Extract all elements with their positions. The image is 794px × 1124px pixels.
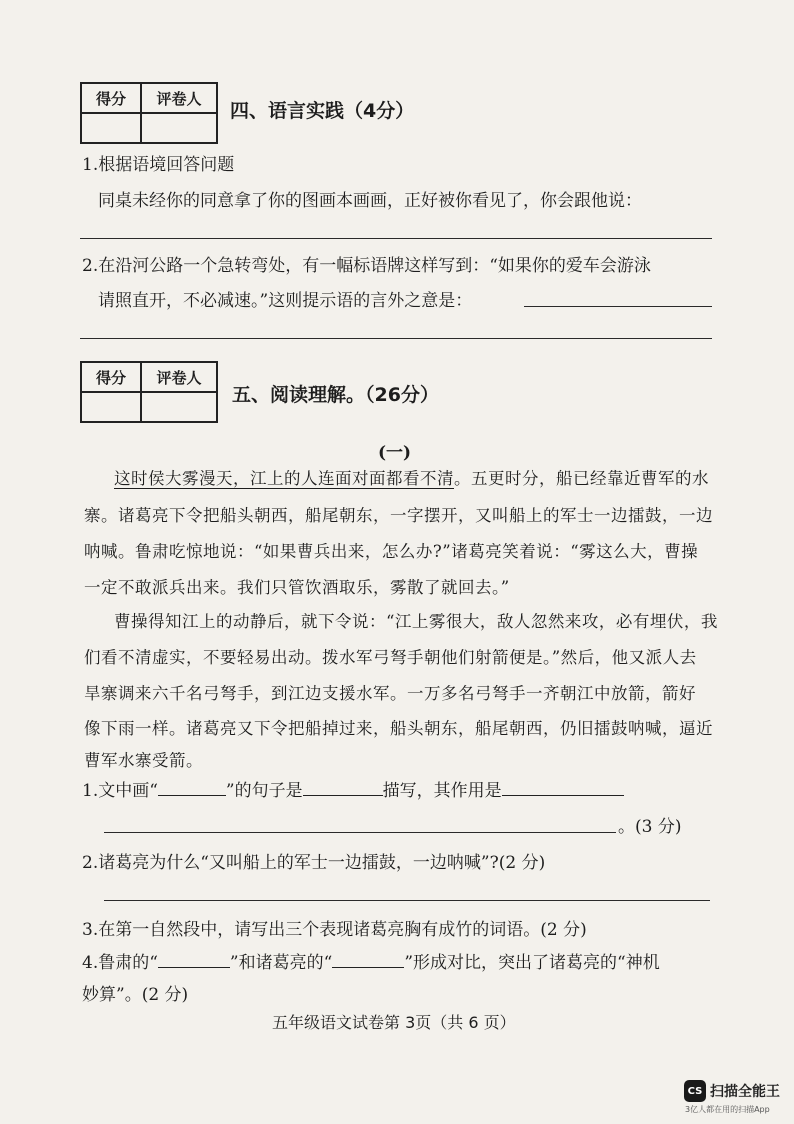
grader-cell[interactable] <box>141 392 217 422</box>
s4-q2-line2: 请照直开，不必减速。”这则提示语的言外之意是： <box>98 291 473 311</box>
s5-q1-part-b: ”的句子是 <box>225 781 303 801</box>
s5-q4-blank2[interactable] <box>332 950 404 968</box>
score-table-section5 <box>80 361 218 423</box>
s5-q1-score: 。(3 分) <box>618 817 682 837</box>
passage-p2-line4: 像下雨一样。诸葛亮又下令把船掉过来，船头朝东，船尾朝西，仍旧擂鼓呐喊，逼近 <box>84 719 713 738</box>
watermark-name: 扫描全能王 <box>710 1084 780 1100</box>
watermark-tagline: 3亿人都在用的扫描App <box>685 1105 770 1114</box>
score-label: 得分 <box>81 362 141 392</box>
s5-q4-line2: 妙算”。(2 分) <box>82 985 189 1005</box>
passage-p2-line1: 曹操得知江上的动静后，就下令说：“江上雾很大，敌人忽然来攻，必有埋伏，我 <box>114 612 718 631</box>
s5-q4-part-a: 4.鲁肃的“ <box>82 953 158 973</box>
passage-p2-line3: 旱寨调来六千名弓弩手，到江边支援水军。一万多名弓弩手一齐朝江中放箭，箭好 <box>84 684 696 703</box>
score-label: 得分 <box>81 83 141 113</box>
s4-q1-answer-line[interactable] <box>80 238 712 239</box>
s4-q1-text: 同桌未经你的同意拿了你的图画本画画，正好被你看见了，你会跟他说： <box>98 191 642 211</box>
s5-q2: 2.诸葛亮为什么“又叫船上的军士一边擂鼓，一边呐喊”?(2 分) <box>82 853 546 873</box>
underlined-sentence: 这时侯大雾漫天，江上的人连面对面都看不清 <box>114 469 454 488</box>
s5-q4 <box>82 950 660 976</box>
page-footer: 五年级语文试卷第 3页（共 6 页） <box>272 1013 516 1032</box>
s4-q1-title: 1.根据语境回答问题 <box>82 155 235 175</box>
passage-p2-line2: 们看不清虚实，不要轻易出动。拨水军弓弩手朝他们射箭便是。”然后，他又派人去 <box>84 648 697 667</box>
passage-p1-line3: 呐喊。鲁肃吃惊地说：“如果曹兵出来，怎么办?”诸葛亮笑着说：“雾这么大，曹操 <box>84 542 699 561</box>
section5-title: 五、阅读理解。（26分） <box>232 384 439 406</box>
s5-q1 <box>82 778 624 804</box>
s4-q2-line1: 2.在沿河公路一个急转弯处，有一幅标语牌这样写到：“如果你的爱车会游泳 <box>82 256 651 276</box>
grader-label: 评卷人 <box>141 83 217 113</box>
s5-q3: 3.在第一自然段中，请写出三个表现诸葛亮胸有成竹的词语。(2 分) <box>82 920 587 940</box>
s5-q1-blank1[interactable] <box>158 778 226 796</box>
s5-q1-blank3[interactable] <box>502 778 624 796</box>
s5-q4-part-b: ”和诸葛亮的“ <box>229 953 333 973</box>
s5-q4-blank1[interactable] <box>158 950 230 968</box>
p1-line1-rest: 。五更时分，船已经靠近曹军的水 <box>454 469 709 488</box>
passage-part-label: (一) <box>378 443 412 463</box>
s5-q4-part-c: ”形成对比，突出了诸葛亮的“神机 <box>404 953 660 973</box>
passage-p1-line4: 一定不敢派兵出来。我们只管饮酒取乐，雾散了就回去。” <box>84 578 510 597</box>
s5-q1-part-c: 描写，其作用是 <box>382 781 502 801</box>
s5-q2-answer-line[interactable] <box>104 900 710 901</box>
s4-q2-inline-blank[interactable] <box>524 306 712 307</box>
s5-q1-blank2[interactable] <box>303 778 383 796</box>
score-cell[interactable] <box>81 113 141 143</box>
section4-title: 四、语言实践（4分） <box>230 100 415 122</box>
score-table-section4 <box>80 82 218 144</box>
s5-q1-part-a: 1.文中画“ <box>82 781 158 801</box>
camscanner-logo-icon: CS <box>684 1080 706 1102</box>
passage-p1-line2: 寨。诸葛亮下令把船头朝西，船尾朝东，一字摆开，又叫船上的军士一边擂鼓，一边 <box>84 506 713 525</box>
s4-q2-answer-line[interactable] <box>80 338 712 339</box>
s5-q1-answer-line[interactable] <box>104 832 616 833</box>
passage-p2-line5: 曹军水寨受箭。 <box>84 751 203 770</box>
grader-label: 评卷人 <box>141 362 217 392</box>
grader-cell[interactable] <box>141 113 217 143</box>
passage-p1-line1 <box>114 464 709 494</box>
score-cell[interactable] <box>81 392 141 422</box>
